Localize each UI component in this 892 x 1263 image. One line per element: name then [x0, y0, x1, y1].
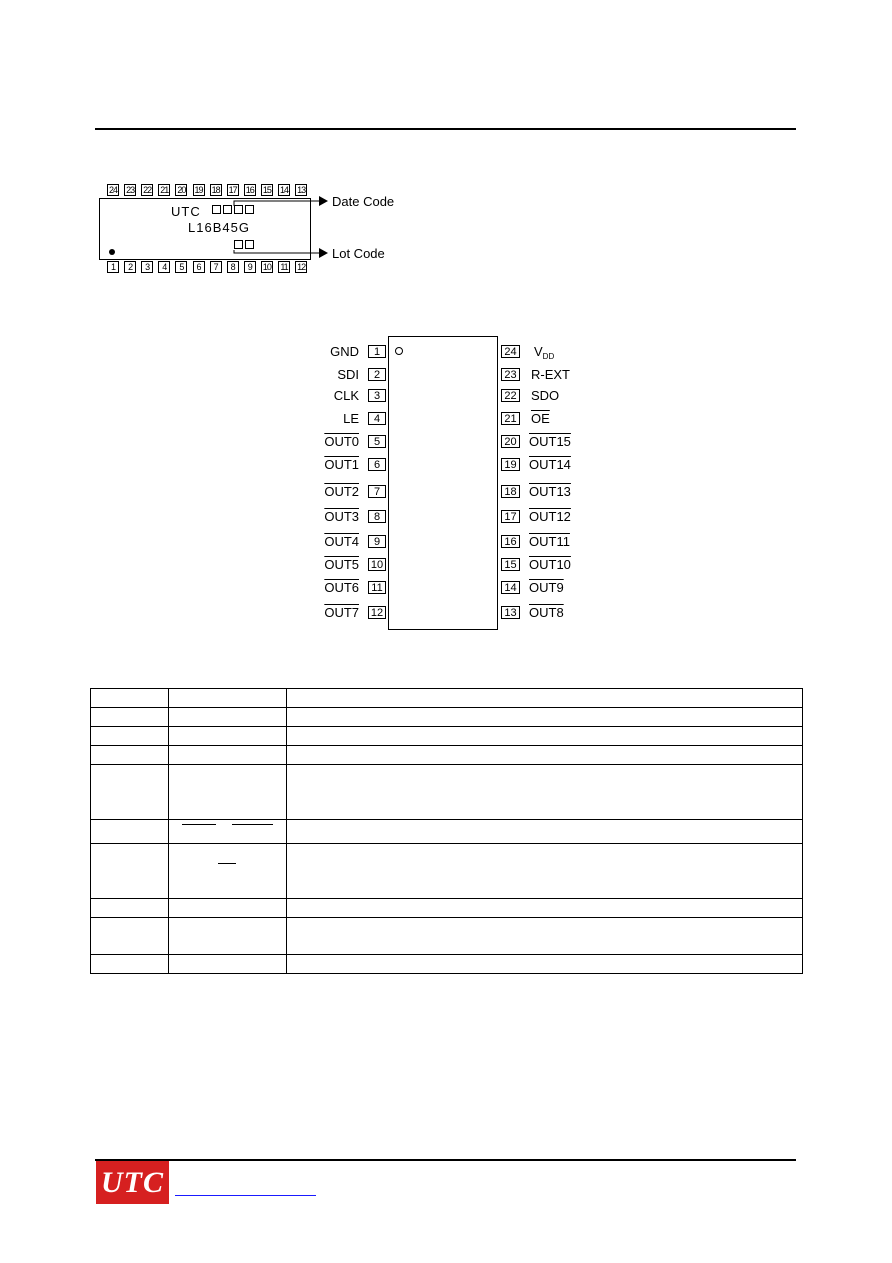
pin1-dot [109, 249, 115, 255]
pin-number-box: 7 [368, 485, 386, 498]
pin-number-box: 10 [368, 558, 386, 571]
marking-bottom-pin: 11 [278, 261, 290, 273]
table-row [91, 746, 803, 765]
pin-number-box: 4 [368, 412, 386, 425]
date-code-box [212, 205, 221, 214]
pin-number-box: 20 [501, 435, 520, 448]
pin-number-box: 5 [368, 435, 386, 448]
marking-top-pin: 24 [108, 185, 117, 195]
marking-bottom-pin: 6 [193, 261, 205, 273]
pin-name-label: OUT9 [529, 580, 564, 595]
table-row [91, 918, 803, 955]
callout-arrows [230, 190, 330, 265]
pin-number-box: 3 [368, 389, 386, 402]
marking-top-pin: 17 [228, 185, 237, 195]
marking-bottom-pin: 7 [210, 261, 222, 273]
website-link[interactable] [175, 1195, 316, 1196]
pin-name-label: OUT6 [324, 580, 359, 595]
pin-name-label: OUT13 [529, 484, 571, 499]
pin-name-label: OUT15 [529, 434, 571, 449]
marking-top-pin: 23 [126, 185, 135, 195]
date-code-label: Date Code [332, 194, 395, 209]
utc-logo: UTC [96, 1161, 169, 1204]
pin-name-label: OUT10 [529, 557, 571, 572]
pin-number-box: 17 [501, 510, 520, 523]
pin-name-label: OUT2 [324, 484, 359, 499]
table-row [91, 765, 803, 820]
pin-number-box: 15 [501, 558, 520, 571]
pin-number-box: 14 [501, 581, 520, 594]
pin-name-label: GND [330, 344, 359, 359]
table-row [91, 727, 803, 746]
pin-name-label: R-EXT [531, 367, 570, 382]
marking-line1-prefix: UTC [171, 204, 201, 219]
pin-number-box: 19 [501, 458, 520, 471]
marking-top-pin: 22 [143, 185, 152, 195]
overline-mark [232, 824, 273, 825]
pin-number-box: 24 [501, 345, 520, 358]
pin-name-subscript: DD [542, 352, 555, 361]
pin-number-box: 21 [501, 412, 520, 425]
pin-number-box: 11 [368, 581, 386, 594]
table-row [91, 844, 803, 899]
pin-number-box: 6 [368, 458, 386, 471]
pin-description-table [90, 688, 803, 974]
marking-bottom-pin: 1 [107, 261, 119, 273]
pin-number-box: 22 [501, 389, 520, 402]
overline-mark [182, 824, 216, 825]
pin-name-label: OUT5 [324, 557, 359, 572]
marking-top-pin: 13 [297, 185, 306, 195]
pin1-indicator-icon [395, 347, 403, 355]
marking-bottom-pin: 4 [158, 261, 170, 273]
marking-line2: L16B45G [188, 220, 250, 235]
marking-bottom-pin: 5 [175, 261, 187, 273]
table-row [91, 820, 803, 844]
pin-name-main: V [534, 344, 543, 359]
pin-name-label: OUT7 [324, 605, 359, 620]
pin-number-box: 18 [501, 485, 520, 498]
pin-name-label: LE [343, 411, 359, 426]
pin-name-label: OUT8 [529, 605, 564, 620]
pin-name-label: OUT11 [529, 534, 570, 549]
pin-number-box: 13 [501, 606, 520, 619]
overline-mark [218, 863, 236, 864]
pin-name-label: OUT1 [324, 457, 359, 472]
table-row [91, 689, 803, 708]
marking-bottom-pin: 9 [244, 261, 256, 273]
pin-number-box: 1 [368, 345, 386, 358]
pin-name-label: OUT0 [324, 434, 359, 449]
table-row [91, 708, 803, 727]
table-row [91, 955, 803, 974]
header-rule [95, 128, 796, 130]
footer-rule [95, 1159, 796, 1161]
pin-number-box: 16 [501, 535, 520, 548]
marking-top-pin: 16 [245, 185, 254, 195]
pin-name-label: OUT4 [324, 534, 359, 549]
marking-top-pin: 18 [211, 185, 220, 195]
pin-number-box: 9 [368, 535, 386, 548]
pin-name-label: OUT12 [529, 509, 571, 524]
pin-name-label: OUT14 [529, 457, 571, 472]
marking-bottom-pin: 8 [227, 261, 239, 273]
lot-code-label: Lot Code [332, 246, 385, 261]
pin-number-box: 23 [501, 368, 520, 381]
ic-body [388, 336, 498, 630]
marking-bottom-pin: 2 [124, 261, 136, 273]
pin-number-box: 12 [368, 606, 386, 619]
pin-name-label: SDO [531, 388, 560, 403]
marking-top-pin: 20 [177, 185, 186, 195]
marking-top-pin: 15 [262, 185, 271, 195]
marking-top-pin: 14 [279, 185, 288, 195]
table-row [91, 899, 803, 918]
pin-name-label: OUT3 [324, 509, 359, 524]
pin-name-label: $\overline{OE}$ [531, 411, 550, 426]
marking-bottom-pin: 10 [262, 262, 271, 272]
marking-bottom-pin: 3 [141, 261, 153, 273]
pin-name-label: SDI [337, 367, 359, 382]
pin-name-label: CLK [333, 388, 359, 403]
marking-top-pin: 19 [194, 185, 203, 195]
pin-number-box: 2 [368, 368, 386, 381]
pin-name-label [534, 344, 554, 364]
pin-number-box: 8 [368, 510, 386, 523]
marking-bottom-pin: 12 [297, 262, 306, 272]
marking-top-pin: 21 [160, 185, 169, 195]
